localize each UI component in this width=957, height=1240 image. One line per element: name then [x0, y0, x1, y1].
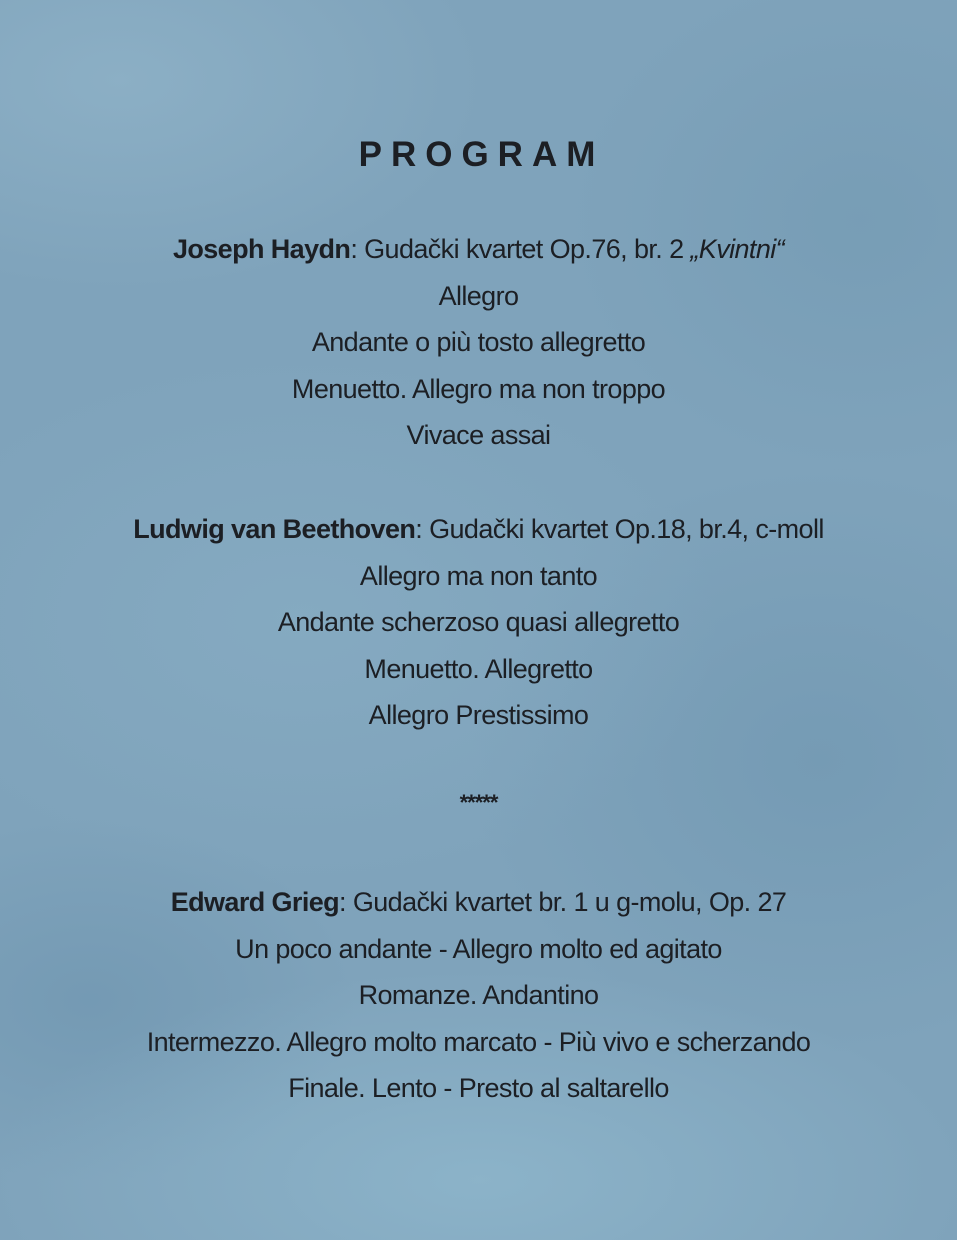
heading-separator: :	[339, 887, 353, 917]
work-title: Gudački kvartet Op.76, br. 2	[364, 234, 691, 264]
heading-separator: :	[415, 514, 430, 544]
work-heading	[0, 879, 957, 926]
work-nickname: „Kvintni“	[690, 234, 785, 264]
movement: Allegro	[438, 280, 519, 311]
movement: Un poco andante - Allegro molto ed agitato	[235, 933, 722, 964]
movement: Romanze. Andantino	[358, 980, 599, 1010]
heading-separator: :	[350, 234, 365, 264]
movement: Menuetto. Allegretto	[364, 653, 593, 684]
composer-name: Edward Grieg	[170, 887, 340, 917]
movement: Finale. Lento - Presto al saltarello	[288, 1073, 669, 1103]
movement: Allegro ma non tanto	[359, 560, 598, 591]
work-beethoven	[0, 506, 957, 739]
work-heading	[0, 506, 957, 553]
work-heading	[0, 226, 957, 273]
movement: Andante scherzoso quasi allegretto	[277, 607, 680, 637]
movement: Andante o più tosto allegretto	[311, 327, 646, 357]
movement: Allegro Prestissimo	[368, 700, 589, 730]
movement: Vivace assai	[406, 420, 551, 450]
movement: Menuetto. Allegro ma non troppo	[291, 373, 666, 404]
page-title: PROGRAM	[358, 135, 605, 174]
work-title: Gudački kvartet br. 1 u g-molu, Op. 27	[352, 887, 787, 917]
movement: Intermezzo. Allegro molto marcato - Più vivo e scherzando	[146, 1026, 811, 1057]
work-title: Gudački kvartet Op.18, br.4, c-moll	[429, 514, 824, 544]
work-haydn	[0, 226, 957, 459]
composer-name: Ludwig van Beethoven	[133, 514, 416, 544]
work-grieg	[0, 879, 957, 1112]
composer-name: Joseph Haydn	[172, 234, 351, 264]
intermission-divider: *****	[459, 790, 498, 815]
